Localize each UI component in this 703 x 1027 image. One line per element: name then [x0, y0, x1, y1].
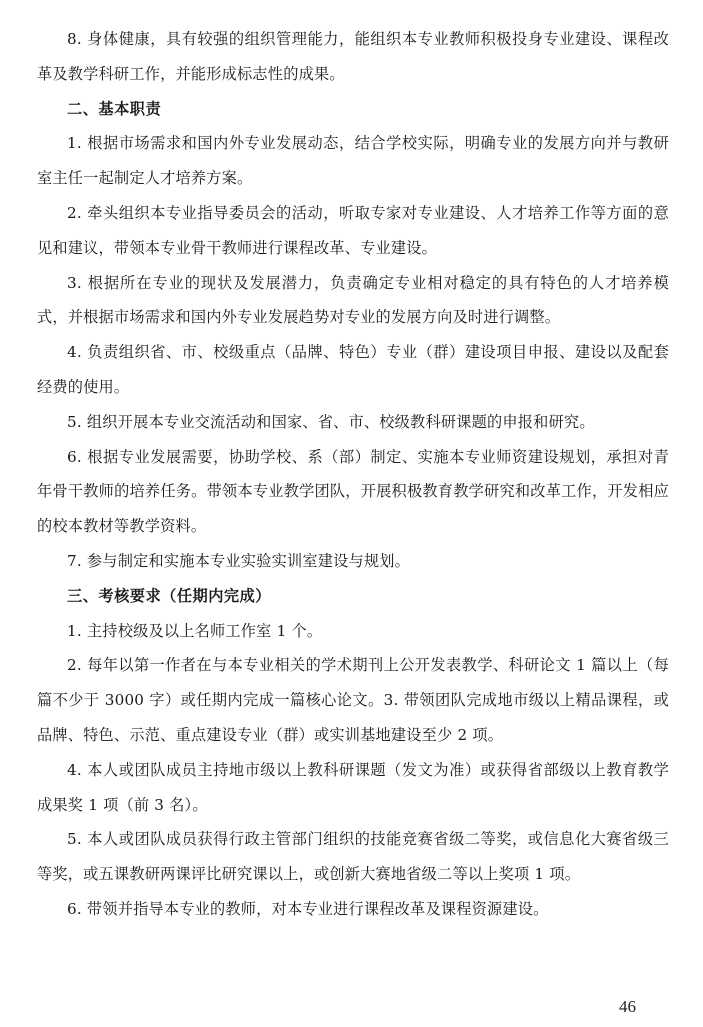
paragraph-duty-7: 7. 参与制定和实施本专业实验实训室建设与规划。	[67, 551, 411, 570]
paragraph-assessment-1: 1. 主持校级及以上名师工作室 1 个。	[67, 621, 323, 640]
paragraph-duty-4: 4. 负责组织省、市、校级重点（品牌、特色）专业（群）建设项目申报、建设以及配套经费的使用。	[37, 343, 669, 396]
paragraph-duty-3: 3. 根据所在专业的现状及发展潜力，负责确定专业相对稳定的具有特色的人才培养模式，并根据市场需求和国内外专业发展趋势对专业的发展方向及时进行调整。	[37, 273, 669, 327]
section-heading-basic-duties: 二、基本职责	[67, 99, 162, 118]
paragraph-assessment-5: 5. 本人或团队成员获得行政主管部门组织的技能竞赛省级二等奖，或信息化大赛省级三等奖，或五课教研两课评比研究课以上，或创新大赛地省级二等以上奖项 1 项。	[37, 830, 669, 884]
paragraph-requirement-8: 8. 身体健康，具有较强的组织管理能力，能组织本专业教师积极投身专业建设、课程改革及教学科研工作，并能形成标志性的成果。	[37, 30, 669, 83]
paragraph-duty-1: 1. 根据市场需求和国内外专业发展动态，结合学校实际，明确专业的发展方向并与教研室主任一起制定人才培养方案。	[37, 134, 669, 188]
paragraph-duty-5: 5. 组织开展本专业交流活动和国家、省、市、校级教科研课题的申报和研究。	[67, 412, 595, 431]
page-number: 46	[619, 997, 636, 1016]
document-body	[37, 22, 669, 927]
paragraph-duty-2: 2. 牵头组织本专业指导委员会的活动，听取专家对专业建设、人才培养工作等方面的意见和建议，带领本专业骨干教师进行课程改革、专业建设。	[37, 203, 669, 257]
paragraph-assessment-6: 6. 带领并指导本专业的教师，对本专业进行课程改革及课程资源建设。	[67, 899, 549, 918]
paragraph-assessment-2-3: 2. 每年以第一作者在与本专业相关的学术期刊上公开发表教学、科研论文 1 篇以上（每篇不少于 3000 字）或任期内完成一篇核心论文。3. 带领团队完成地市级以上精品课程，或品牌、特色、示范、重点建设专业（群）或实训基地建设至少 2 项。	[37, 656, 669, 744]
paragraph-assessment-4: 4. 本人或团队成员主持地市级以上教科研课题（发文为准）或获得省部级以上教育教学成果奖 1 项（前 3 名）。	[37, 760, 669, 814]
paragraph-duty-6: 6. 根据专业发展需要，协助学校、系（部）制定、实施本专业师资建设规划，承担对青年骨干教师的培养任务。带领本专业教学团队，开展积极教育教学研究和改革工作，开发相应的校本教材等教学资料。	[37, 447, 669, 536]
section-heading-assessment: 三、考核要求（任期内完成）	[67, 586, 271, 605]
